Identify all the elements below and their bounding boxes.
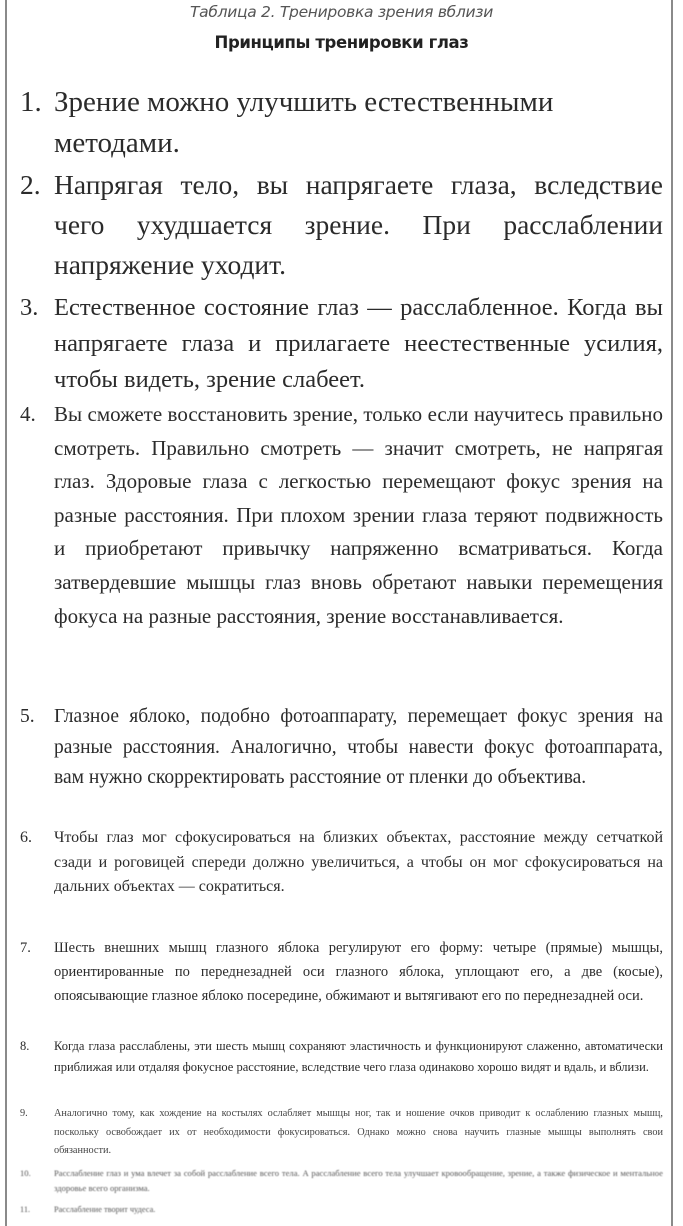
item-number: 8. [20, 1039, 30, 1053]
item-text: Глазное яблоко, подобно фотоаппарату, перемещает фокус зрения на разные расстояния. Аналогично, чтобы навести фокус фотоаппарата, вам нужно скорректировать расстояние от пленки до объектива. [54, 706, 663, 788]
list-item-8 [20, 1036, 663, 1078]
list-item-3 [20, 290, 663, 398]
item-number: 3. [20, 294, 39, 321]
item-number: 6. [20, 829, 32, 846]
item-number: 10. [20, 1168, 31, 1178]
item-number: 2. [20, 169, 41, 200]
item-text: Расслабление глаз и ума влечет за собой расслабление всего тела. А расслабление всего тела улучшает кровообращение, зрение, а также физическое и ментальное здоровье всего организма. [54, 1168, 663, 1193]
list-item-9 [20, 1105, 663, 1161]
item-text: Шесть внешних мышц глазного яблока регулируют его форму: четыре (прямые) мышцы, ориентированные по переднезадней оси глазного яблока, уплощают его, а две (косые), опоясывающие глазное яблоко посередине, обжимают и вытягивают его по переднезадней оси. [54, 940, 663, 1004]
item-text: Когда глаза расслаблены, эти шесть мышц сохраняют эластичность и функционируют слаженно, автоматически приближая или отдаляя фокусное расстояние, вследствие чего глаза одинаково хорошо видят и вдаль, и вблизи. [54, 1039, 663, 1074]
item-number: 5. [20, 706, 35, 727]
list-item-4 [20, 398, 663, 633]
item-text: Расслабление творит чудеса. [54, 1205, 156, 1214]
table-caption: Таблица 2. Тренировка зрения вблизи [189, 3, 494, 21]
list-item-7 [20, 936, 663, 1008]
item-number: 11. [20, 1205, 31, 1214]
item-text: Вы сможете восстановить зрение, только если научитесь правильно смотреть. Правильно смотреть — значит смотреть, не напрягая глаз. Здоровые глаза с легкостью перемещают фокус зрения на разные расстояния. При плохом зрении глаза теряют подвижность и приобретают привычку напряженно всматриваться. Когда затвердевшие мышцы глаз вновь обретают навыки перемещения фокуса на разные расстояния, зрение восстанавливается. [54, 402, 663, 628]
item-number: 4. [20, 402, 36, 426]
list-item-2 [20, 165, 663, 285]
list-item-10 [20, 1166, 663, 1196]
list-item-11 [20, 1203, 663, 1217]
list-item-6 [20, 826, 663, 900]
item-text: Чтобы глаз мог сфокусироваться на близких объектах, расстояние между сетчаткой сзади и роговицей спереди должно увеличиться, а чтобы он мог сфокусироваться на дальних объектах — сократиться. [54, 829, 663, 895]
item-text: Естественное состояние глаз — расслабленное. Когда вы напрягаете глаза и прилагаете неестественные усилия, чтобы видеть, зрение слабеет. [54, 294, 663, 393]
list-item-1 [20, 82, 663, 164]
item-number: 9. [20, 1108, 28, 1119]
item-text: Аналогично тому, как хождение на костылях ослабляет мышцы ног, так и ношение очков приводит к ослаблению глазных мышц, поскольку освобождает их от необходимости фокусироваться. Однако можно снова научить глазные мышцы выполнять свои обязанности. [54, 1108, 663, 1156]
item-text: Зрение можно улучшить естественными методами. [54, 86, 554, 159]
item-number: 7. [20, 940, 31, 956]
table-title: Принципы тренировки глаз [214, 33, 469, 52]
item-text: Напрягая тело, вы напрягаете глаза, вследствие чего ухудшается зрение. При расслаблении напряжение уходит. [54, 169, 663, 280]
list-item-5 [20, 702, 663, 794]
item-number: 1. [20, 86, 42, 118]
